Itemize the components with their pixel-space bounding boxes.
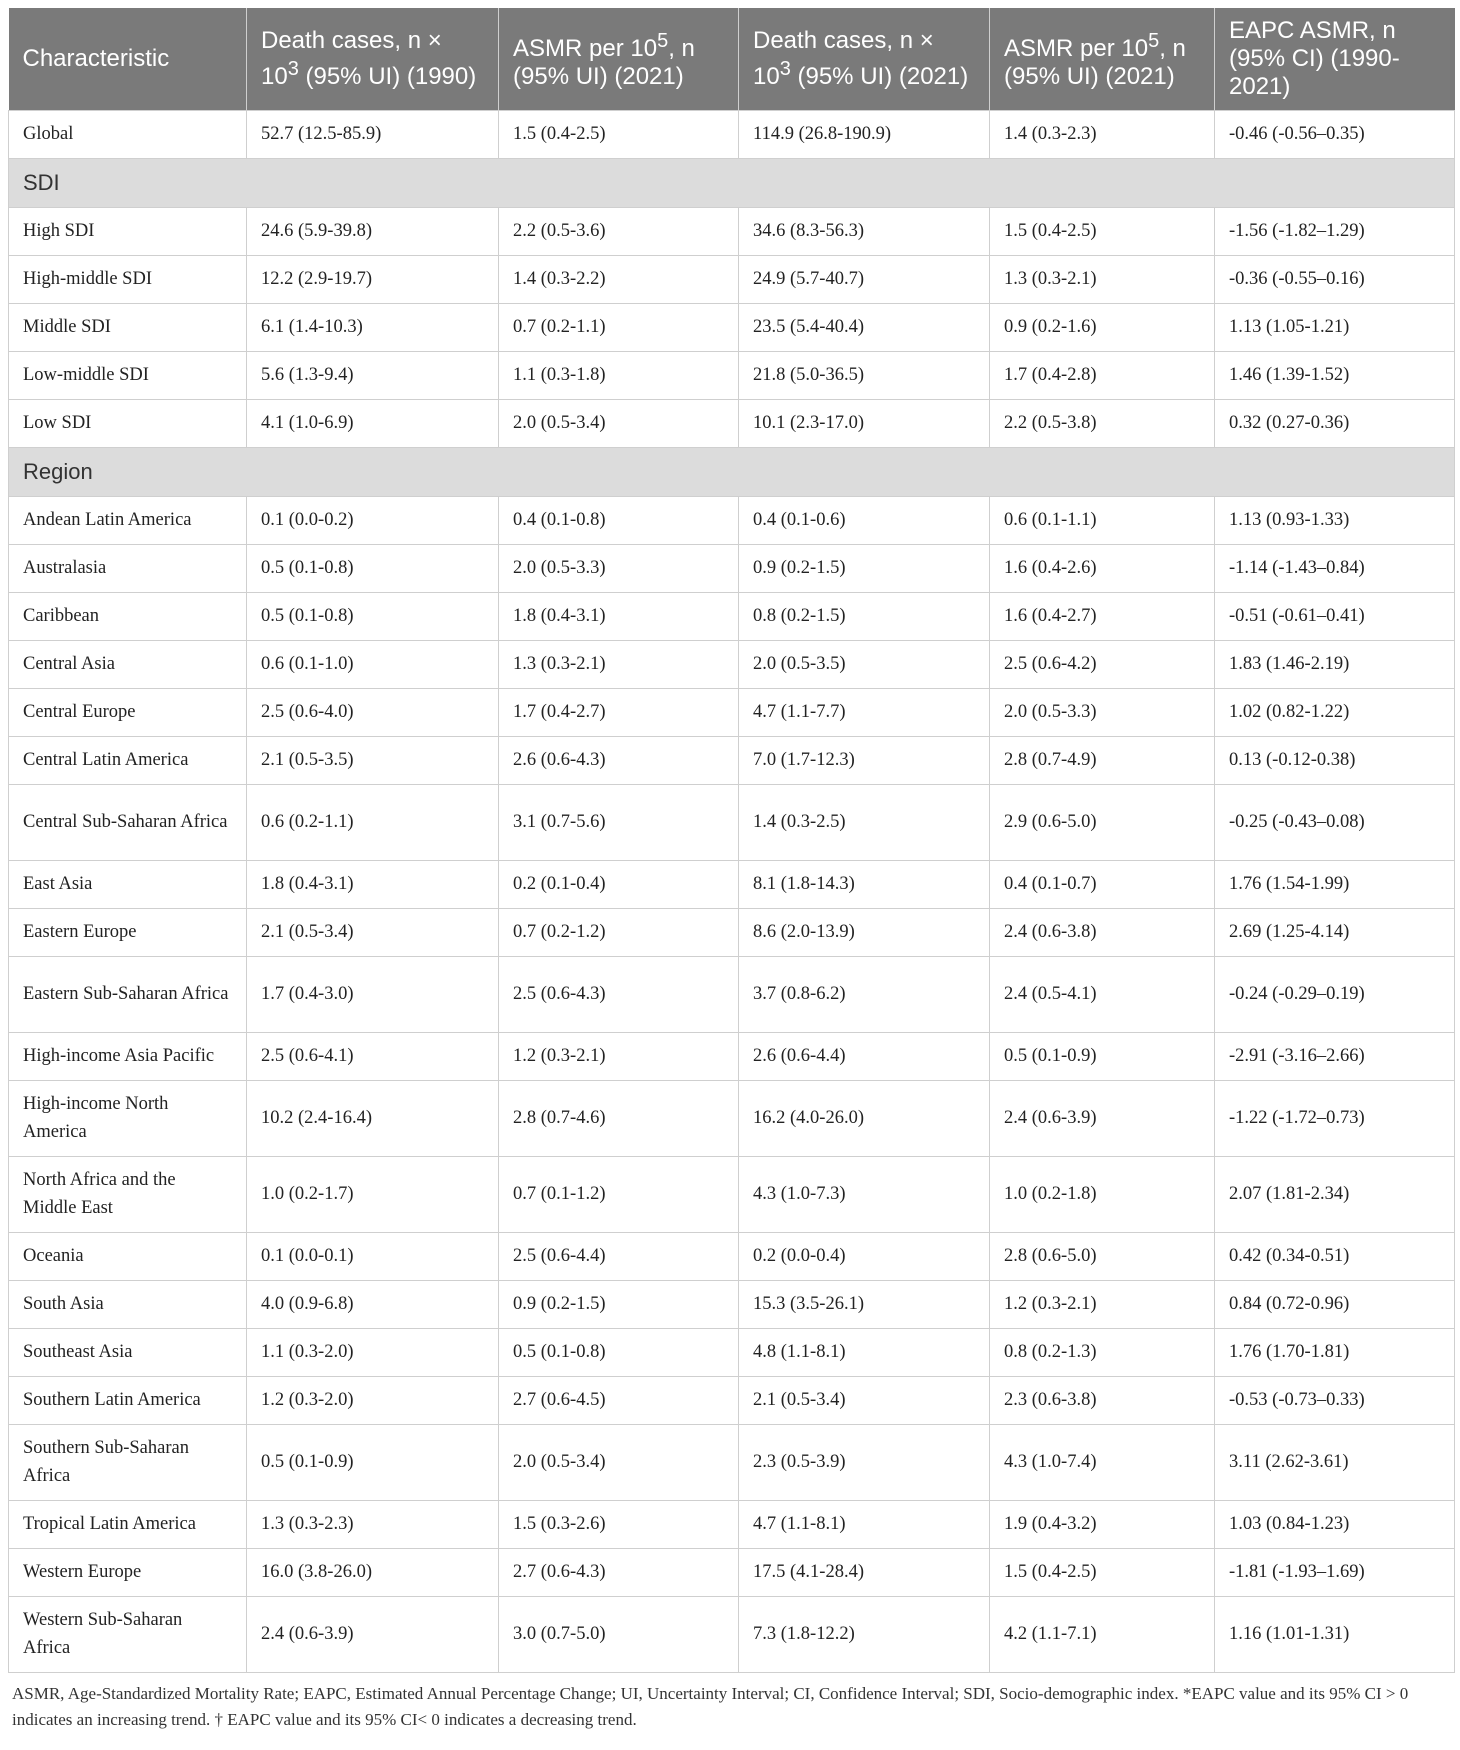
table-cell: 4.1 (1.0-6.9) bbox=[247, 399, 499, 447]
table-cell: 0.5 (0.1-0.9) bbox=[990, 1032, 1215, 1080]
table-cell: 4.7 (1.1-8.1) bbox=[739, 1500, 990, 1548]
section-label: Region bbox=[9, 447, 1455, 496]
table-cell: 0.4 (0.1-0.7) bbox=[990, 860, 1215, 908]
table-cell: 6.1 (1.4-10.3) bbox=[247, 303, 499, 351]
row-label: Central Europe bbox=[9, 688, 247, 736]
row-label: Oceania bbox=[9, 1232, 247, 1280]
table-row bbox=[9, 1032, 1455, 1080]
row-label: Global bbox=[9, 110, 247, 158]
row-label: Eastern Europe bbox=[9, 908, 247, 956]
column-header-text: Characteristic bbox=[22, 44, 170, 72]
table-row bbox=[9, 860, 1455, 908]
row-label: Tropical Latin America bbox=[9, 1500, 247, 1548]
table-cell: 0.9 (0.2-1.5) bbox=[499, 1280, 739, 1328]
table-cell: 52.7 (12.5-85.9) bbox=[247, 110, 499, 158]
row-label: South Asia bbox=[9, 1280, 247, 1328]
table-cell: 0.84 (0.72-0.96) bbox=[1215, 1280, 1455, 1328]
table-row bbox=[9, 1548, 1455, 1596]
column-header-text: (95% UI) (1990) bbox=[298, 62, 477, 90]
column-header-exponent: 5 bbox=[1148, 29, 1160, 52]
table-cell: 0.5 (0.1-0.8) bbox=[247, 592, 499, 640]
column-header bbox=[499, 8, 739, 110]
table-cell: 1.46 (1.39-1.52) bbox=[1215, 351, 1455, 399]
row-label: Low SDI bbox=[9, 399, 247, 447]
table-cell: 1.5 (0.4-2.5) bbox=[990, 207, 1215, 255]
header-row bbox=[9, 8, 1455, 110]
column-header-text: ASMR per 10 bbox=[513, 34, 658, 62]
table-cell: 0.7 (0.1-1.2) bbox=[499, 1156, 739, 1232]
table-row bbox=[9, 351, 1455, 399]
column-header bbox=[247, 8, 499, 110]
table-cell: 1.13 (1.05-1.21) bbox=[1215, 303, 1455, 351]
row-label: Andean Latin America bbox=[9, 496, 247, 544]
row-label: Central Sub-Saharan Africa bbox=[9, 784, 247, 860]
table-cell: 1.5 (0.4-2.5) bbox=[990, 1548, 1215, 1596]
table-cell: 3.7 (0.8-6.2) bbox=[739, 956, 990, 1032]
table-cell: 2.2 (0.5-3.8) bbox=[990, 399, 1215, 447]
section-row bbox=[9, 447, 1455, 496]
table-cell: 17.5 (4.1-28.4) bbox=[739, 1548, 990, 1596]
table-cell: 4.0 (0.9-6.8) bbox=[247, 1280, 499, 1328]
table-cell: 2.6 (0.6-4.3) bbox=[499, 736, 739, 784]
table-cell: 1.5 (0.3-2.6) bbox=[499, 1500, 739, 1548]
table-cell: 0.2 (0.1-0.4) bbox=[499, 860, 739, 908]
table-cell: -2.91 (-3.16–2.66) bbox=[1215, 1032, 1455, 1080]
column-header bbox=[990, 8, 1215, 110]
row-label: Low-middle SDI bbox=[9, 351, 247, 399]
table-cell: -0.25 (-0.43–0.08) bbox=[1215, 784, 1455, 860]
table-row bbox=[9, 784, 1455, 860]
table-cell: 2.4 (0.6-3.8) bbox=[990, 908, 1215, 956]
table-cell: 10.1 (2.3-17.0) bbox=[739, 399, 990, 447]
table-row bbox=[9, 1328, 1455, 1376]
table-cell: -0.24 (-0.29–0.19) bbox=[1215, 956, 1455, 1032]
table-row bbox=[9, 303, 1455, 351]
table-cell: 1.1 (0.3-2.0) bbox=[247, 1328, 499, 1376]
row-label: High-middle SDI bbox=[9, 255, 247, 303]
table-container bbox=[8, 8, 1454, 1733]
table-cell: 4.7 (1.1-7.7) bbox=[739, 688, 990, 736]
table-cell: 8.1 (1.8-14.3) bbox=[739, 860, 990, 908]
table-cell: 4.2 (1.1-7.1) bbox=[990, 1596, 1215, 1672]
table-cell: 0.6 (0.2-1.1) bbox=[247, 784, 499, 860]
table-cell: 1.76 (1.70-1.81) bbox=[1215, 1328, 1455, 1376]
table-cell: 1.02 (0.82-1.22) bbox=[1215, 688, 1455, 736]
table-cell: 0.1 (0.0-0.2) bbox=[247, 496, 499, 544]
table-cell: 1.6 (0.4-2.7) bbox=[990, 592, 1215, 640]
table-cell: 1.4 (0.3-2.2) bbox=[499, 255, 739, 303]
table-cell: 2.7 (0.6-4.5) bbox=[499, 1376, 739, 1424]
table-cell: 21.8 (5.0-36.5) bbox=[739, 351, 990, 399]
column-header-text: Death cases, n × 10 bbox=[261, 26, 442, 90]
column-header-text: EAPC ASMR, n (95% CI) (1990-2021) bbox=[1229, 16, 1400, 100]
column-header-exponent: 3 bbox=[287, 57, 299, 80]
table-cell: 7.0 (1.7-12.3) bbox=[739, 736, 990, 784]
table-cell: 1.2 (0.3-2.1) bbox=[499, 1032, 739, 1080]
table-cell: 2.0 (0.5-3.3) bbox=[499, 544, 739, 592]
row-label: Australasia bbox=[9, 544, 247, 592]
table-cell: -0.51 (-0.61–0.41) bbox=[1215, 592, 1455, 640]
row-label: Middle SDI bbox=[9, 303, 247, 351]
table-cell: 1.16 (1.01-1.31) bbox=[1215, 1596, 1455, 1672]
table-row bbox=[9, 1080, 1455, 1156]
table-cell: 4.3 (1.0-7.3) bbox=[739, 1156, 990, 1232]
column-header-text: Death cases, n × 10 bbox=[753, 26, 934, 90]
row-label: Eastern Sub-Saharan Africa bbox=[9, 956, 247, 1032]
table-cell: 2.5 (0.6-4.1) bbox=[247, 1032, 499, 1080]
table-cell: 2.0 (0.5-3.3) bbox=[990, 688, 1215, 736]
table-cell: 2.3 (0.5-3.9) bbox=[739, 1424, 990, 1500]
table-cell: 1.7 (0.4-3.0) bbox=[247, 956, 499, 1032]
table-footnote: ASMR, Age-Standardized Mortality Rate; EAPC, Estimated Annual Percentage Change; UI, Uncertainty Interval; CI, Confidence Interval; SDI, Socio-demographic index. *EAPC value and its 95% CI > 0 indicates an increasing trend. † EAPC value and its 95% CI< 0 indicates a decreasing trend. bbox=[12, 1683, 1409, 1729]
table-row bbox=[9, 1500, 1455, 1548]
table-row bbox=[9, 1424, 1455, 1500]
column-header bbox=[739, 8, 990, 110]
table-cell: 12.2 (2.9-19.7) bbox=[247, 255, 499, 303]
table-cell: 2.0 (0.5-3.5) bbox=[739, 640, 990, 688]
table-row bbox=[9, 207, 1455, 255]
table-cell: -0.53 (-0.73–0.33) bbox=[1215, 1376, 1455, 1424]
table-cell: 1.0 (0.2-1.7) bbox=[247, 1156, 499, 1232]
table-row bbox=[9, 544, 1455, 592]
table-cell: 7.3 (1.8-12.2) bbox=[739, 1596, 990, 1672]
table-cell: 2.3 (0.6-3.8) bbox=[990, 1376, 1215, 1424]
row-label: Southeast Asia bbox=[9, 1328, 247, 1376]
table-row bbox=[9, 255, 1455, 303]
table-cell: 1.1 (0.3-1.8) bbox=[499, 351, 739, 399]
row-label: Southern Latin America bbox=[9, 1376, 247, 1424]
row-label: Western Europe bbox=[9, 1548, 247, 1596]
table-row bbox=[9, 496, 1455, 544]
table-cell: -0.46 (-0.56–0.35) bbox=[1215, 110, 1455, 158]
table-cell: 1.76 (1.54-1.99) bbox=[1215, 860, 1455, 908]
table-cell: 8.6 (2.0-13.9) bbox=[739, 908, 990, 956]
table-cell: -0.36 (-0.55–0.16) bbox=[1215, 255, 1455, 303]
table-cell: 24.6 (5.9-39.8) bbox=[247, 207, 499, 255]
table-cell: 2.8 (0.7-4.6) bbox=[499, 1080, 739, 1156]
table-cell: 2.07 (1.81-2.34) bbox=[1215, 1156, 1455, 1232]
section-row bbox=[9, 158, 1455, 207]
table-cell: 1.4 (0.3-2.5) bbox=[739, 784, 990, 860]
table-cell: 1.2 (0.3-2.0) bbox=[247, 1376, 499, 1424]
table-cell: 0.4 (0.1-0.8) bbox=[499, 496, 739, 544]
table-cell: 3.1 (0.7-5.6) bbox=[499, 784, 739, 860]
table-cell: 1.3 (0.3-2.3) bbox=[247, 1500, 499, 1548]
table-cell: 24.9 (5.7-40.7) bbox=[739, 255, 990, 303]
table-cell: 2.5 (0.6-4.0) bbox=[247, 688, 499, 736]
table-cell: 0.32 (0.27-0.36) bbox=[1215, 399, 1455, 447]
section-label: SDI bbox=[9, 158, 1455, 207]
table-cell: -1.14 (-1.43–0.84) bbox=[1215, 544, 1455, 592]
table-cell: 1.2 (0.3-2.1) bbox=[990, 1280, 1215, 1328]
table-cell: 114.9 (26.8-190.9) bbox=[739, 110, 990, 158]
column-header-text: , n (95% UI) (2021) bbox=[1004, 34, 1186, 90]
table-cell: 2.5 (0.6-4.3) bbox=[499, 956, 739, 1032]
row-label: East Asia bbox=[9, 860, 247, 908]
table-cell: -1.56 (-1.82–1.29) bbox=[1215, 207, 1455, 255]
row-label: Central Latin America bbox=[9, 736, 247, 784]
row-label: High-income Asia Pacific bbox=[9, 1032, 247, 1080]
table-cell: 0.5 (0.1-0.9) bbox=[247, 1424, 499, 1500]
table-cell: 10.2 (2.4-16.4) bbox=[247, 1080, 499, 1156]
table-cell: 34.6 (8.3-56.3) bbox=[739, 207, 990, 255]
table-cell: 0.8 (0.2-1.3) bbox=[990, 1328, 1215, 1376]
table-cell: 16.0 (3.8-26.0) bbox=[247, 1548, 499, 1596]
table-cell: 0.8 (0.2-1.5) bbox=[739, 592, 990, 640]
table-cell: 16.2 (4.0-26.0) bbox=[739, 1080, 990, 1156]
table-cell: 2.8 (0.6-5.0) bbox=[990, 1232, 1215, 1280]
table-cell: 1.13 (0.93-1.33) bbox=[1215, 496, 1455, 544]
table-cell: 1.4 (0.3-2.3) bbox=[990, 110, 1215, 158]
table-cell: 3.11 (2.62-3.61) bbox=[1215, 1424, 1455, 1500]
table-cell: 2.4 (0.6-3.9) bbox=[990, 1080, 1215, 1156]
table-cell: 1.0 (0.2-1.8) bbox=[990, 1156, 1215, 1232]
table-cell: 2.7 (0.6-4.3) bbox=[499, 1548, 739, 1596]
data-table bbox=[8, 8, 1455, 1673]
table-row bbox=[9, 688, 1455, 736]
column-header-exponent: 5 bbox=[657, 29, 669, 52]
table-row bbox=[9, 592, 1455, 640]
table-cell: 1.3 (0.3-2.1) bbox=[990, 255, 1215, 303]
table-cell: 23.5 (5.4-40.4) bbox=[739, 303, 990, 351]
table-cell: 0.1 (0.0-0.1) bbox=[247, 1232, 499, 1280]
table-row bbox=[9, 1376, 1455, 1424]
table-cell: 2.1 (0.5-3.4) bbox=[739, 1376, 990, 1424]
table-cell: 2.9 (0.6-5.0) bbox=[990, 784, 1215, 860]
table-cell: 1.5 (0.4-2.5) bbox=[499, 110, 739, 158]
table-cell: -1.22 (-1.72–0.73) bbox=[1215, 1080, 1455, 1156]
table-cell: 2.4 (0.6-3.9) bbox=[247, 1596, 499, 1672]
table-cell: 0.5 (0.1-0.8) bbox=[247, 544, 499, 592]
table-row bbox=[9, 908, 1455, 956]
table-cell: 0.9 (0.2-1.6) bbox=[990, 303, 1215, 351]
table-cell: 5.6 (1.3-9.4) bbox=[247, 351, 499, 399]
table-cell: 2.8 (0.7-4.9) bbox=[990, 736, 1215, 784]
row-label: Caribbean bbox=[9, 592, 247, 640]
row-label: Central Asia bbox=[9, 640, 247, 688]
table-row bbox=[9, 1232, 1455, 1280]
table-body bbox=[9, 110, 1455, 1672]
table-cell: 0.13 (-0.12-0.38) bbox=[1215, 736, 1455, 784]
table-cell: 0.6 (0.1-1.1) bbox=[990, 496, 1215, 544]
row-label: Southern Sub-Saharan Africa bbox=[9, 1424, 247, 1500]
table-row bbox=[9, 399, 1455, 447]
table-cell: 1.8 (0.4-3.1) bbox=[499, 592, 739, 640]
table-cell: 0.5 (0.1-0.8) bbox=[499, 1328, 739, 1376]
table-cell: 2.0 (0.5-3.4) bbox=[499, 1424, 739, 1500]
table-cell: 0.7 (0.2-1.2) bbox=[499, 908, 739, 956]
table-cell: 0.4 (0.1-0.6) bbox=[739, 496, 990, 544]
table-cell: 2.2 (0.5-3.6) bbox=[499, 207, 739, 255]
table-cell: 15.3 (3.5-26.1) bbox=[739, 1280, 990, 1328]
table-cell: 1.83 (1.46-2.19) bbox=[1215, 640, 1455, 688]
table-cell: 2.6 (0.6-4.4) bbox=[739, 1032, 990, 1080]
column-header-text: , n (95% UI) (2021) bbox=[513, 34, 695, 90]
table-cell: 2.69 (1.25-4.14) bbox=[1215, 908, 1455, 956]
column-header bbox=[9, 8, 247, 110]
column-header-text: (95% UI) (2021) bbox=[790, 62, 969, 90]
column-header-exponent: 3 bbox=[779, 57, 791, 80]
table-cell: 3.0 (0.7-5.0) bbox=[499, 1596, 739, 1672]
row-label: High SDI bbox=[9, 207, 247, 255]
table-cell: 0.6 (0.1-1.0) bbox=[247, 640, 499, 688]
table-row bbox=[9, 736, 1455, 784]
table-row bbox=[9, 110, 1455, 158]
table-cell: 4.3 (1.0-7.4) bbox=[990, 1424, 1215, 1500]
table-cell: 2.5 (0.6-4.4) bbox=[499, 1232, 739, 1280]
table-cell: 1.7 (0.4-2.8) bbox=[990, 351, 1215, 399]
table-cell: 1.8 (0.4-3.1) bbox=[247, 860, 499, 908]
table-cell: 1.3 (0.3-2.1) bbox=[499, 640, 739, 688]
column-header bbox=[1215, 8, 1455, 110]
table-cell: 0.7 (0.2-1.1) bbox=[499, 303, 739, 351]
table-cell: 2.0 (0.5-3.4) bbox=[499, 399, 739, 447]
table-row bbox=[9, 1280, 1455, 1328]
table-cell: 2.1 (0.5-3.4) bbox=[247, 908, 499, 956]
row-label: Western Sub-Saharan Africa bbox=[9, 1596, 247, 1672]
table-row bbox=[9, 640, 1455, 688]
table-cell: 0.42 (0.34-0.51) bbox=[1215, 1232, 1455, 1280]
table-cell: 1.7 (0.4-2.7) bbox=[499, 688, 739, 736]
row-label: High-income North America bbox=[9, 1080, 247, 1156]
table-cell: 1.9 (0.4-3.2) bbox=[990, 1500, 1215, 1548]
row-label: North Africa and the Middle East bbox=[9, 1156, 247, 1232]
table-header bbox=[9, 8, 1455, 110]
table-cell: 0.9 (0.2-1.5) bbox=[739, 544, 990, 592]
table-cell: 2.4 (0.5-4.1) bbox=[990, 956, 1215, 1032]
table-row bbox=[9, 1156, 1455, 1232]
table-row bbox=[9, 956, 1455, 1032]
table-cell: 2.5 (0.6-4.2) bbox=[990, 640, 1215, 688]
table-cell: 0.2 (0.0-0.4) bbox=[739, 1232, 990, 1280]
column-header-text: ASMR per 10 bbox=[1004, 34, 1149, 62]
table-cell: -1.81 (-1.93–1.69) bbox=[1215, 1548, 1455, 1596]
table-cell: 1.6 (0.4-2.6) bbox=[990, 544, 1215, 592]
table-cell: 2.1 (0.5-3.5) bbox=[247, 736, 499, 784]
table-cell: 1.03 (0.84-1.23) bbox=[1215, 1500, 1455, 1548]
table-row bbox=[9, 1596, 1455, 1672]
table-cell: 4.8 (1.1-8.1) bbox=[739, 1328, 990, 1376]
